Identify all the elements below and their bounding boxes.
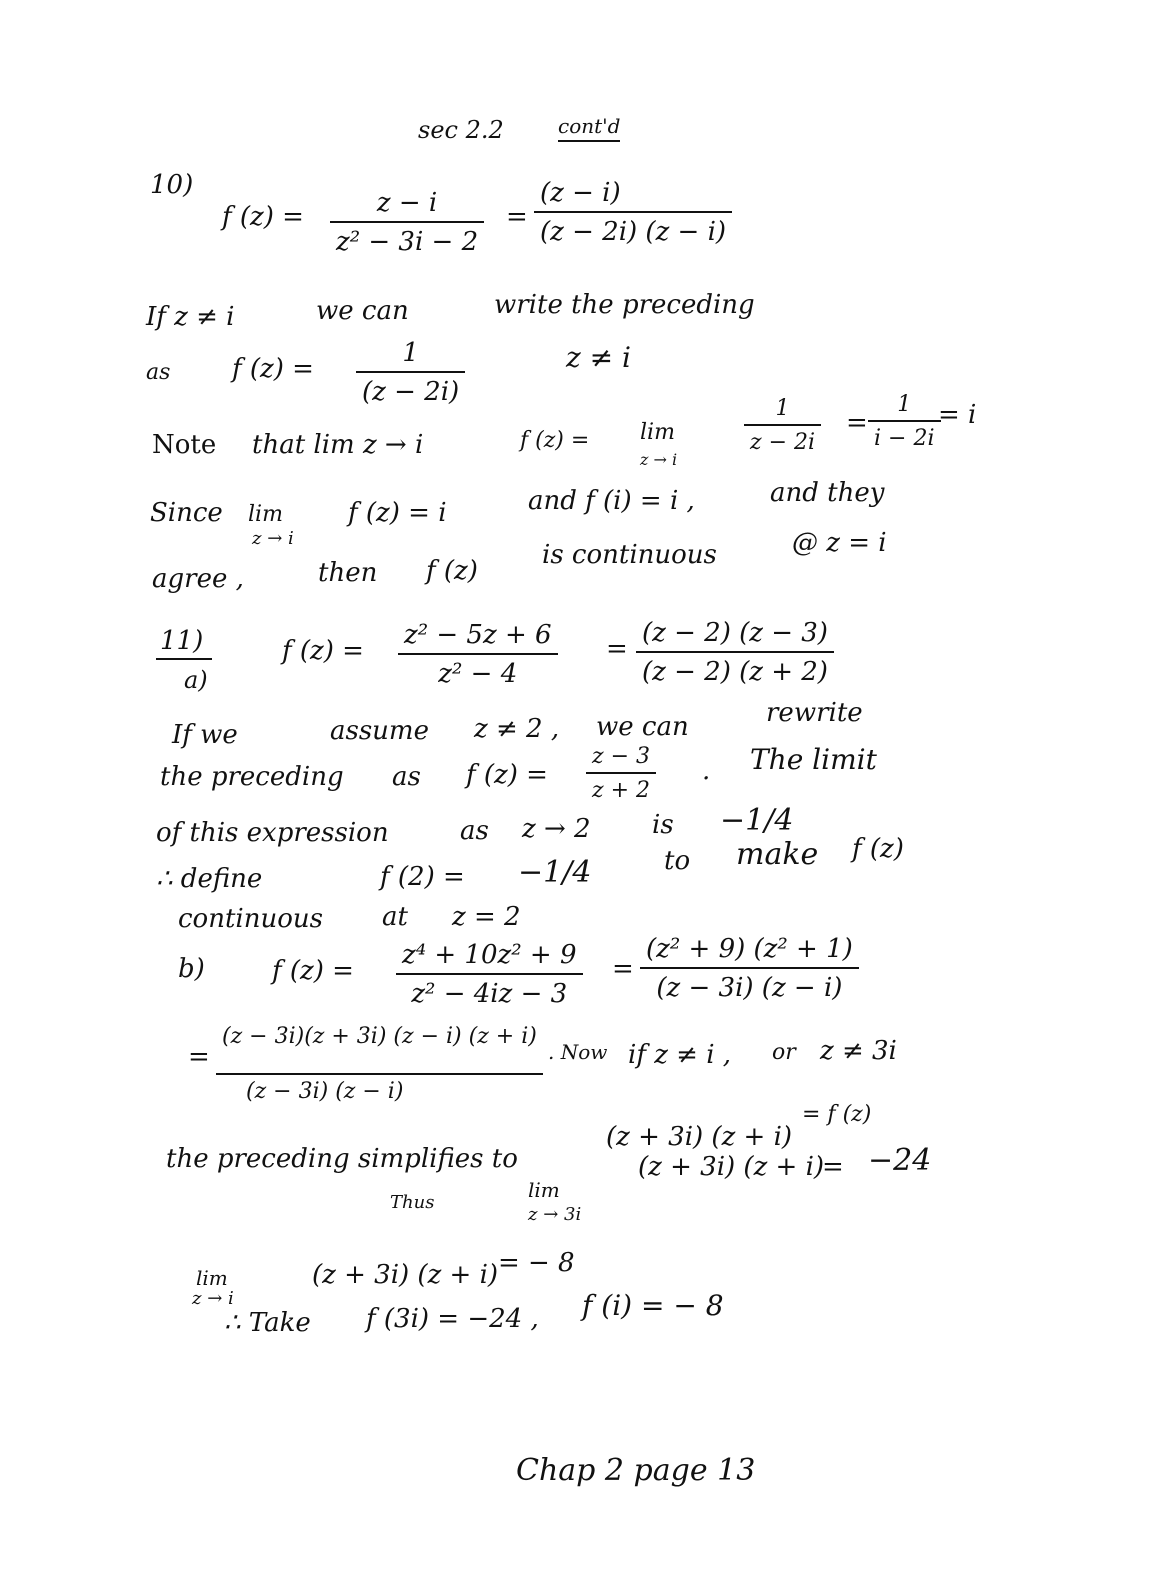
p11b-lim2-eq: = [498,1248,520,1278]
p11-b-den: z + 2 [592,778,651,803]
p10-equals: = [506,202,528,232]
p11-equals: = [606,634,628,664]
p11b-lim2-sub: z → i [192,1288,234,1309]
p11b-den-2: (z − 3i) (z − i) [656,973,843,1003]
p11-b5: The limit [750,743,877,776]
p11b-num-1: z⁴ + 10z² + 9 [396,940,583,975]
p10-since-lim-sub: z → i [252,528,294,549]
p11-c1: of this expression [156,818,389,848]
p10-note-c: f (z) = [520,428,590,453]
p11-c3: z → 2 [522,814,591,844]
p10-agree-d: is continuous [542,540,717,570]
p10-agree-e: @ z = i [792,528,887,558]
p11-a2: assume [330,716,429,746]
p10-note-den-2: i − 2i [874,426,935,451]
p10-note-result: = i [938,400,977,430]
p11-c4: is [652,810,674,840]
p11b-g-if: if z ≠ i , [628,1040,732,1070]
p10-since-lim: lim [248,502,283,527]
p10-line2-fraction [356,338,465,407]
p11-d5: make [736,837,819,872]
p11b-lim2-expr: (z + 3i) (z + i) [312,1260,499,1290]
problem-11-underline [156,658,212,660]
p10-line2-den: (z − 2i) [362,377,460,407]
p11b-take-c: f (i) = − 8 [582,1289,724,1322]
p11b-g-den: (z − 3i) (z − i) [246,1079,404,1104]
p11-fraction-1 [398,620,558,689]
p11b-fraction-2 [640,934,859,1003]
p10-note-num-2: 1 [868,392,941,422]
p11b-equals: = [612,954,634,984]
p11b-g-or: or [772,1040,796,1065]
p10-note-lim-sub: z → i [640,450,678,469]
section-heading: sec 2.2 [418,116,504,144]
p11-a4: we can [596,712,689,742]
p10-note-fraction-1 [744,396,821,455]
p11-num-1: z² − 5z + 6 [398,620,558,655]
p11-b1: the preceding [160,762,344,792]
p10-since-c: and f (i) = i , [528,486,695,516]
p10-line1-b: we can [316,296,409,326]
p10-line1-a: If z ≠ i [146,302,235,332]
p11b-h3: = f (z) [802,1102,872,1127]
p11-num-2: (z − 2) (z − 3) [636,618,834,653]
p11b-fraction-1 [396,940,583,1009]
p11-a5: rewrite [766,698,863,728]
p10-fraction-2 [534,178,732,247]
p11b-lim2-val: − 8 [528,1248,575,1278]
p11-d6: f (z) [852,834,904,864]
p10-note-fraction-2 [868,392,941,451]
p10-line2-cond: z ≠ i [566,341,631,374]
p11b-lim1-expr: (z + 3i) (z + i) [638,1152,825,1182]
p11-b3: f (z) = [466,760,548,790]
p11b-g-now: . Now [548,1040,608,1064]
p11b-num-2: (z² + 9) (z² + 1) [640,934,859,969]
p11b-den-1: z² − 4iz − 3 [411,979,568,1009]
p11b-lim1-val: −24 [868,1143,932,1178]
p11-b2: as [392,762,421,792]
p11-den-2: (z − 2) (z + 2) [642,657,828,687]
problem-11a-label: a) [184,666,208,694]
p11b-f-def: f (z) = [272,956,354,986]
p11-b-fraction [586,744,656,803]
p11b-g-fraction [216,1024,543,1104]
p11-a1: If we [172,720,238,750]
p10-note-b: that lim z → i [252,430,424,460]
p10-agree-c: f (z) [426,556,478,586]
p10-since-a: Since [150,498,223,528]
p11-d4: to [664,846,691,876]
p11b-take-a: ∴ Take [224,1308,311,1338]
p11-a3: z ≠ 2 , [474,714,560,744]
p10-line2-f: f (z) = [232,354,314,384]
p11-d1: ∴ define [156,864,263,894]
p10-line2-num: 1 [356,338,465,373]
p11-c2: as [460,816,489,846]
p11b-thus: Thus [390,1192,435,1213]
p11-d2: f (2) = [380,862,465,892]
p11-b-num: z − 3 [586,744,656,774]
p11-e1: continuous [178,904,323,934]
p10-since-d: and they [770,478,885,508]
p10-den-1: z² − 3i − 2 [336,227,479,257]
p10-note-a: Note [152,430,217,460]
p10-fraction-1 [330,188,484,257]
p10-f-def: f (z) = [222,202,304,232]
page-footer: Chap 2 page 13 [516,1453,756,1488]
problem-11b-label: b) [178,954,205,984]
p11b-lim2: lim [196,1266,228,1290]
p11-den-1: z² − 4 [438,659,518,689]
p11-b4: . [702,756,711,786]
p11-d3: −1/4 [518,855,592,890]
p11b-lim1-sub: z → 3i [528,1204,582,1225]
p11b-g-cond: z ≠ 3i [820,1036,897,1066]
p11-f-def: f (z) = [282,636,364,666]
p11-e2: at [382,902,408,932]
p10-note-eq: = [846,408,868,438]
p10-num-2: (z − i) [534,178,732,213]
p10-since-b: f (z) = i [348,498,447,528]
p11b-g-num: (z − 3i)(z + 3i) (z − i) (z + i) [216,1024,543,1075]
p11-c5: −1/4 [720,803,794,838]
problem-11-label: 11) [160,626,204,656]
p11b-h2: (z + 3i) (z + i) [606,1122,793,1152]
p10-note-num-1: 1 [744,396,821,426]
p10-line1-c: write the preceding [494,290,755,320]
p10-agree-a: agree , [152,564,244,594]
p10-line2-as: as [146,360,171,385]
p11b-lim1: lim [528,1178,560,1202]
p10-note-lim: lim [640,420,675,445]
problem-10-label: 10) [150,170,194,200]
p10-agree-b: then [318,558,378,588]
p11b-g-eq: = [188,1042,210,1072]
contd-note: cont'd [558,116,620,142]
p10-note-den-1: z − 2i [750,430,816,455]
p10-den-2: (z − 2i) (z − i) [540,217,727,247]
p11-fraction-2 [636,618,834,687]
p11-e3: z = 2 [452,902,521,932]
p11b-take-b: f (3i) = −24 , [366,1304,539,1334]
p11b-lim1-eq: = [822,1152,844,1182]
p10-num-1: z − i [330,188,484,223]
p11b-h1: the preceding simplifies to [166,1144,518,1174]
